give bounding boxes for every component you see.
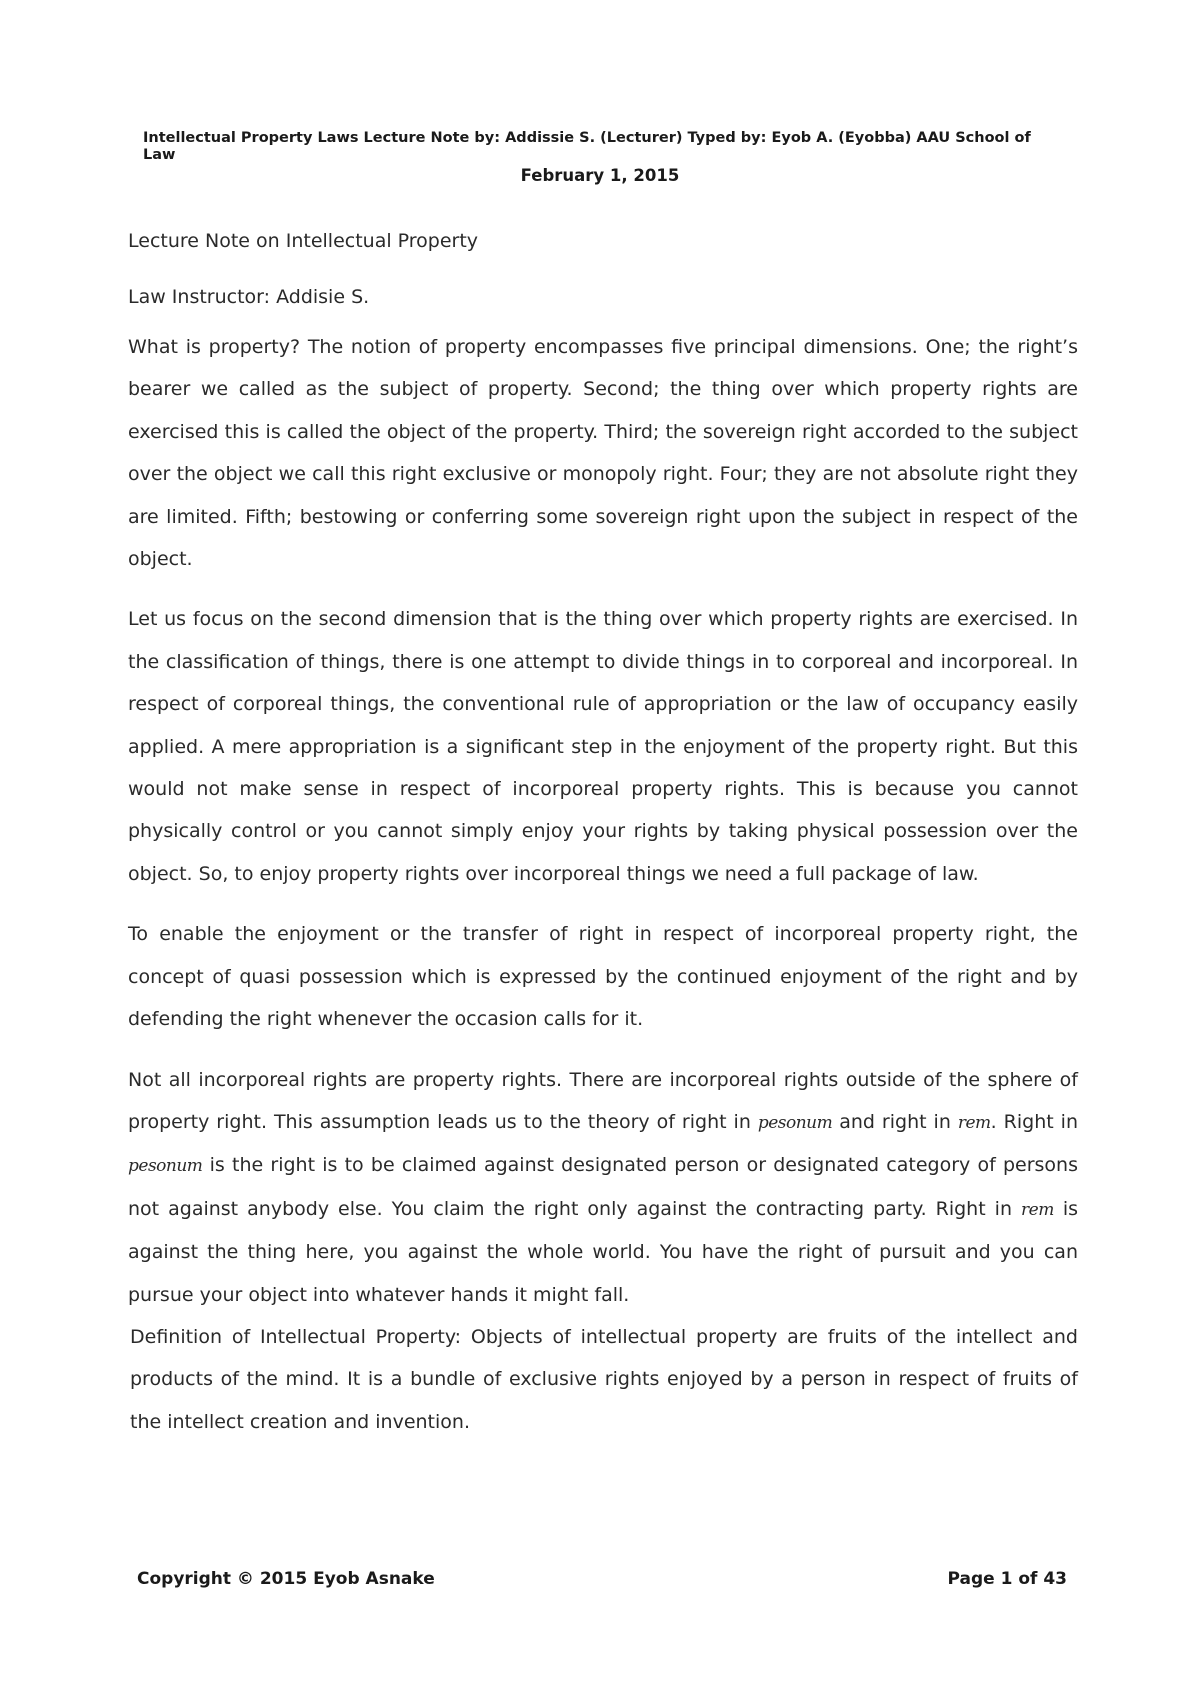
- instructor-line: Law Instructor: Addisie S.: [128, 286, 370, 308]
- paragraph-ip-definition: Definition of Intellectual Property: Objects of intellectual property are fruits of the intellect and products of the mind. It is a bundle of exclusive rights enjoyed by a person in respect of fruits of the intellect creation and invention.: [130, 1325, 1078, 1433]
- text-run: . Right in: [990, 1110, 1078, 1133]
- text-run: is the right is to be claimed against designated person or designated category of persons not against anybody else. You claim the right only against the contracting party. Right in: [128, 1154, 1078, 1220]
- paragraph-second-dimension: Let us focus on the second dimension that is the thing over which property rights are exercised. In the classification of things, there is one attempt to divide things in to corporeal and incorporeal. In respect of corporeal things, the conventional rule of appropriation or the law of occupancy easily applied. A mere appropriation is a significant step in the enjoyment of the property right. But this would not make sense in respect of incorporeal property rights. This is because you cannot physically control or you cannot simply enjoy your rights by taking physical possession over the object. So, to enjoy property rights over incorporeal things we need a full package of law.: [128, 608, 1078, 885]
- paragraph-incorporeal-rights: [128, 1059, 1078, 1316]
- document-body: [128, 226, 1078, 1443]
- italic-term-pesonum: pesonum: [757, 1112, 833, 1133]
- italic-term-rem: rem: [957, 1112, 991, 1133]
- text-run: Not all incorporeal rights are property rights. There are incorporeal rights outside of the sphere of property right. This assumption leads us to the theory of right in: [128, 1068, 1078, 1133]
- copyright-notice: Copyright © 2015 Eyob Asnake: [137, 1569, 435, 1589]
- running-header: Intellectual Property Laws Lecture Note by: Addissie S. (Lecturer) Typed by: Eyob A. (Eyobba) AAU School of Law: [143, 130, 1031, 163]
- italic-term-pesonum: pesonum: [128, 1156, 203, 1177]
- header-date: February 1, 2015: [520, 166, 680, 185]
- page-number: Page 1 of 43: [947, 1569, 1067, 1589]
- text-run: and right in: [832, 1110, 958, 1133]
- document-title: Lecture Note on Intellectual Property: [128, 230, 479, 252]
- paragraph-property-definition: What is property? The notion of property encompasses five principal dimensions. One; the right’s bearer we called as the subject of property. Second; the thing over which property rights are exercised this is called the object of the property. Third; the sovereign right accorded to the subject over the object we call this right exclusive or monopoly right. Four; they are not absolute right they are limited. Fifth; bestowing or conferring some sovereign right upon the subject in respect of the object.: [128, 336, 1078, 571]
- italic-term-rem: rem: [1021, 1199, 1054, 1220]
- paragraph-quasi-possession: To enable the enjoyment or the transfer of right in respect of incorporeal property right, the concept of quasi possession which is expressed by the continued enjoyment of the right and by defending the right whenever the occasion calls for it.: [128, 923, 1078, 1031]
- text-run: is against the thing here, you against the whole world. You have the right of pursuit and you can pursue your object into whatever hands it might fall.: [128, 1197, 1079, 1306]
